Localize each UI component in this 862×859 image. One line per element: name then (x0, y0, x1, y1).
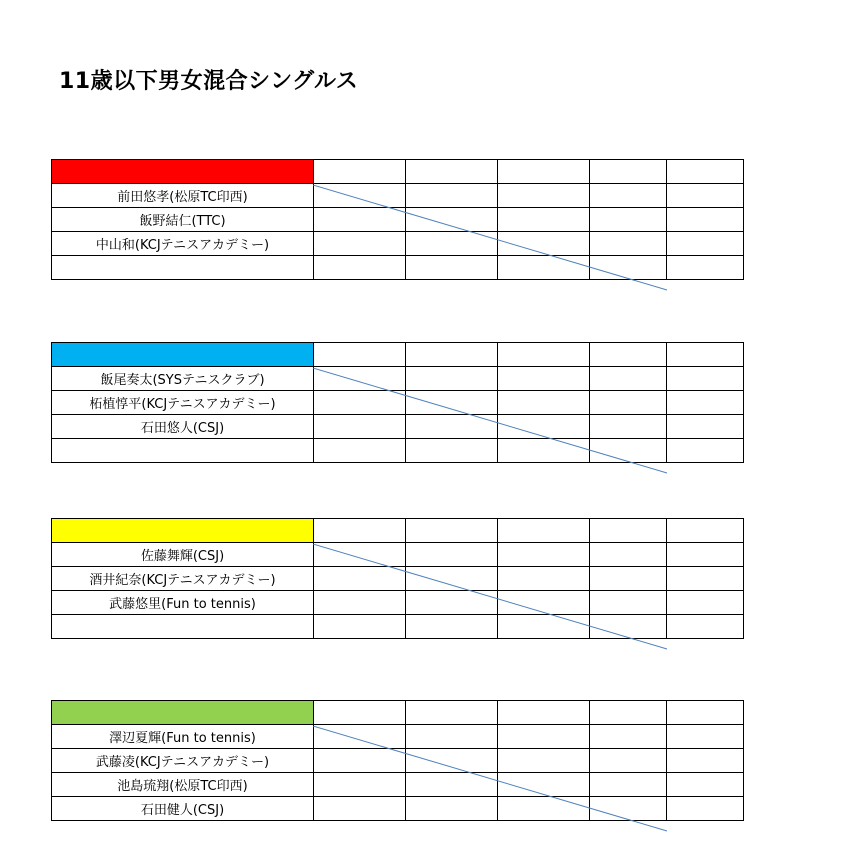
result-cell (314, 391, 406, 415)
result-cell (406, 184, 498, 208)
player-name: 池島琉翔(松原TC印西) (52, 773, 314, 797)
result-cell (498, 725, 590, 749)
result-cell (406, 232, 498, 256)
result-cell (498, 773, 590, 797)
result-cell (667, 367, 744, 391)
header-cell (667, 160, 744, 184)
header-cell (667, 701, 744, 725)
result-cell (406, 567, 498, 591)
result-cell (314, 773, 406, 797)
header-cell (590, 160, 667, 184)
header-cell (590, 701, 667, 725)
result-cell (406, 256, 498, 280)
player-name: 武藤凌(KCJテニスアカデミー) (52, 749, 314, 773)
result-cell (314, 567, 406, 591)
result-cell (406, 725, 498, 749)
result-cell (406, 591, 498, 615)
header-cell (406, 160, 498, 184)
result-cell (498, 367, 590, 391)
result-cell (314, 415, 406, 439)
result-cell (667, 256, 744, 280)
player-name: 武藤悠里(Fun to tennis) (52, 591, 314, 615)
header-cell (406, 519, 498, 543)
result-cell (498, 615, 590, 639)
result-cell (314, 725, 406, 749)
result-cell (667, 439, 744, 463)
result-cell (667, 208, 744, 232)
result-cell (590, 391, 667, 415)
result-cell (590, 208, 667, 232)
result-cell (667, 725, 744, 749)
header-cell (406, 701, 498, 725)
result-cell (314, 543, 406, 567)
header-cell (667, 343, 744, 367)
result-cell (498, 567, 590, 591)
result-cell (590, 415, 667, 439)
result-cell (667, 615, 744, 639)
player-name: 柘植惇平(KCJテニスアカデミー) (52, 391, 314, 415)
result-cell (314, 591, 406, 615)
player-name: 佐藤舞輝(CSJ) (52, 543, 314, 567)
player-name: 酒井紀奈(KCJテニスアカデミー) (52, 567, 314, 591)
player-name: 石田健人(CSJ) (52, 797, 314, 821)
result-cell (590, 773, 667, 797)
result-cell (406, 367, 498, 391)
result-cell (590, 232, 667, 256)
header-cell (314, 519, 406, 543)
table-row (52, 591, 744, 615)
result-cell (314, 749, 406, 773)
header-cell (314, 343, 406, 367)
group-3 (51, 518, 743, 639)
result-cell (498, 543, 590, 567)
table-row (52, 797, 744, 821)
result-cell (406, 439, 498, 463)
table-row (52, 749, 744, 773)
result-cell (667, 184, 744, 208)
player-name: 前田悠孝(松原TC印西) (52, 184, 314, 208)
result-cell (590, 256, 667, 280)
result-cell (498, 208, 590, 232)
table-row (52, 567, 744, 591)
header-row (52, 701, 744, 725)
result-cell (406, 797, 498, 821)
header-row (52, 343, 744, 367)
result-cell (498, 591, 590, 615)
player-name: 中山和(KCJテニスアカデミー) (52, 232, 314, 256)
result-cell (667, 797, 744, 821)
group-color-cell (52, 519, 314, 543)
table-row (52, 773, 744, 797)
table-row (52, 415, 744, 439)
result-cell (667, 773, 744, 797)
result-cell (314, 615, 406, 639)
page-title: 11歳以下男女混合シングルス (59, 69, 359, 94)
result-cell (314, 797, 406, 821)
header-cell (314, 160, 406, 184)
table-row (52, 543, 744, 567)
player-name: 飯尾奏太(SYSテニスクラブ) (52, 367, 314, 391)
result-cell (406, 749, 498, 773)
player-name (52, 615, 314, 639)
result-cell (590, 591, 667, 615)
result-cell (590, 749, 667, 773)
header-cell (498, 160, 590, 184)
result-cell (590, 439, 667, 463)
player-name (52, 256, 314, 280)
result-cell (590, 543, 667, 567)
result-cell (590, 725, 667, 749)
result-cell (406, 543, 498, 567)
result-cell (667, 749, 744, 773)
result-cell (406, 773, 498, 797)
result-cell (314, 256, 406, 280)
group-color-cell (52, 160, 314, 184)
result-cell (667, 415, 744, 439)
table-row (52, 232, 744, 256)
group-color-cell (52, 701, 314, 725)
result-cell (406, 415, 498, 439)
result-cell (498, 797, 590, 821)
header-cell (590, 519, 667, 543)
result-cell (498, 439, 590, 463)
table-row (52, 439, 744, 463)
header-cell (590, 343, 667, 367)
header-cell (406, 343, 498, 367)
result-cell (667, 543, 744, 567)
table-row (52, 184, 744, 208)
result-cell (590, 615, 667, 639)
result-cell (590, 567, 667, 591)
table-row (52, 725, 744, 749)
header-cell (314, 701, 406, 725)
result-cell (498, 256, 590, 280)
result-cell (590, 367, 667, 391)
result-cell (667, 232, 744, 256)
round-robin-table (51, 700, 744, 821)
header-cell (498, 519, 590, 543)
player-name (52, 439, 314, 463)
result-cell (498, 391, 590, 415)
result-cell (314, 208, 406, 232)
result-cell (667, 391, 744, 415)
result-cell (314, 367, 406, 391)
header-row (52, 160, 744, 184)
header-cell (498, 343, 590, 367)
group-1 (51, 159, 743, 280)
table-row (52, 256, 744, 280)
header-cell (498, 701, 590, 725)
result-cell (314, 184, 406, 208)
result-cell (667, 567, 744, 591)
result-cell (498, 749, 590, 773)
player-name: 石田悠人(CSJ) (52, 415, 314, 439)
result-cell (590, 797, 667, 821)
round-robin-table (51, 342, 744, 463)
result-cell (406, 208, 498, 232)
header-cell (667, 519, 744, 543)
result-cell (590, 184, 667, 208)
result-cell (498, 415, 590, 439)
player-name: 澤辺夏輝(Fun to tennis) (52, 725, 314, 749)
group-4 (51, 700, 743, 821)
result-cell (406, 615, 498, 639)
result-cell (498, 184, 590, 208)
header-row (52, 519, 744, 543)
round-robin-table (51, 518, 744, 639)
player-name: 飯野結仁(TTC) (52, 208, 314, 232)
result-cell (406, 391, 498, 415)
group-color-cell (52, 343, 314, 367)
result-cell (314, 232, 406, 256)
table-row (52, 615, 744, 639)
group-2 (51, 342, 743, 463)
result-cell (498, 232, 590, 256)
result-cell (314, 439, 406, 463)
round-robin-table (51, 159, 744, 280)
result-cell (667, 591, 744, 615)
table-row (52, 208, 744, 232)
table-row (52, 367, 744, 391)
table-row (52, 391, 744, 415)
